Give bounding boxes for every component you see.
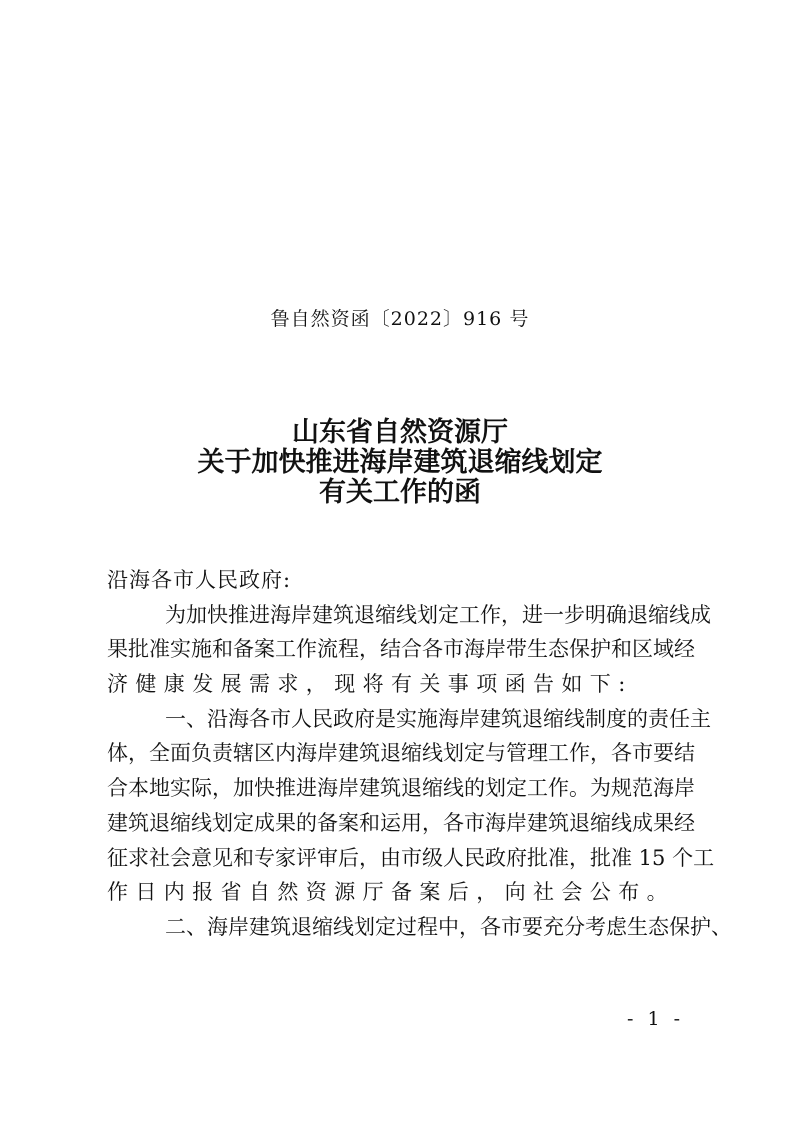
body-line: 果批准实施和备案工作流程，结合各市海岸带生态保护和区域经 xyxy=(107,637,695,662)
document-body xyxy=(107,563,732,945)
body-line: 合本地实际，加快推进海岸建筑退缩线的划定工作。为规范海岸 xyxy=(107,776,695,801)
body-line: 征求社会意见和专家评审后，由市级人民政府批准，批准 15 个工 xyxy=(107,845,715,870)
body-line: 为加快推进海岸建筑退缩线划定工作，进一步明确退缩线成 xyxy=(165,602,711,627)
salutation: 沿海各市人民政府: xyxy=(107,568,292,592)
title-line: 关于加快推进海岸建筑退缩线划定 xyxy=(197,447,603,478)
title-line: 山东省自然资源厅 xyxy=(292,417,508,448)
body-line: 体，全面负责辖区内海岸建筑退缩线划定与管理工作，各市要结 xyxy=(107,741,695,766)
document-number: 鲁自然资函〔2022〕916 号 xyxy=(270,308,530,330)
body-line: 二、海岸建筑退缩线划定过程中，各市要充分考虑生态保护、 xyxy=(165,914,732,939)
body-line: 一、沿海各市人民政府是实施海岸建筑退缩线制度的责任主 xyxy=(165,706,711,731)
body-line: 济健康发展需求，现将有关事项函告如下: xyxy=(107,672,633,697)
title-line: 有关工作的函 xyxy=(319,477,481,508)
body-line: 作日内报省自然资源厅备案后，向社会公布。 xyxy=(107,880,675,905)
body-line: 建筑退缩线划定成果的备案和运用，各市海岸建筑退缩线成果经 xyxy=(107,810,695,835)
document-title xyxy=(0,418,800,508)
page-number: - 1 - xyxy=(627,1008,685,1030)
